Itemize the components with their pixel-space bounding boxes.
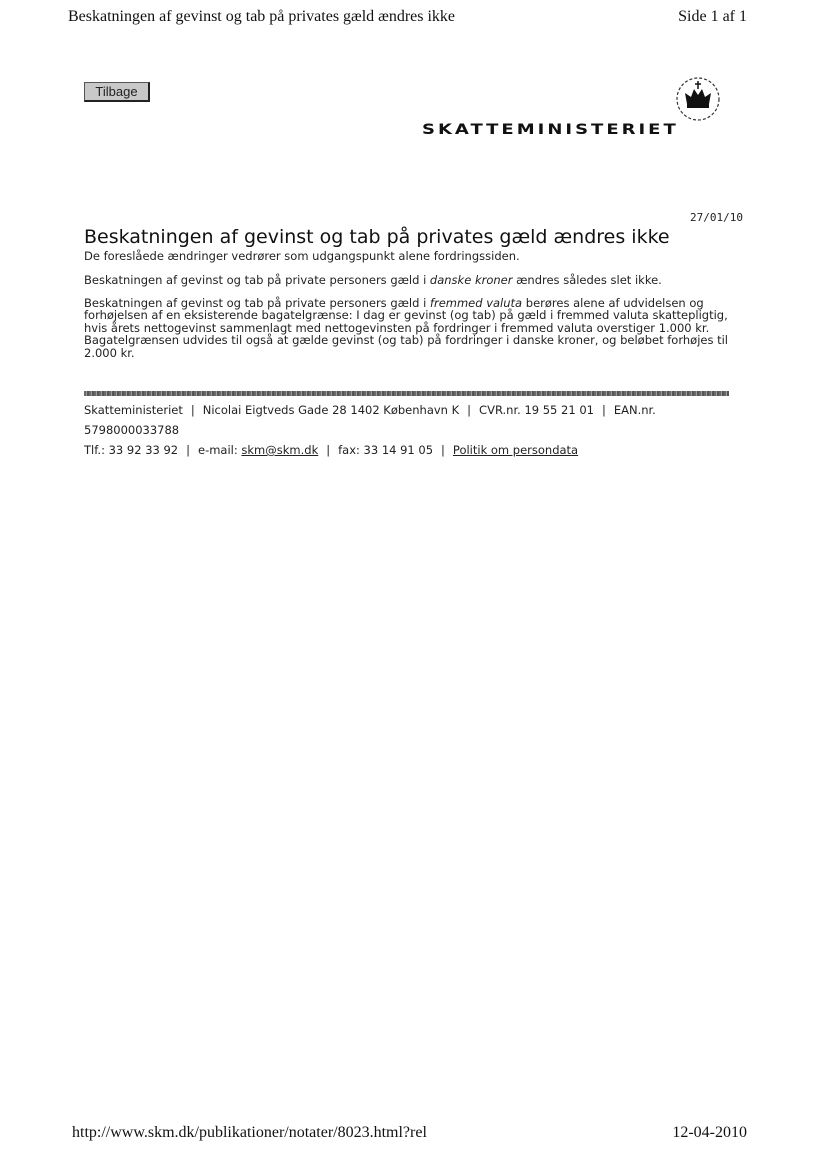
footer-cvr: CVR.nr. 19 55 21 01	[479, 403, 594, 417]
print-footer-date: 12-04-2010	[672, 1124, 747, 1141]
print-page-number: Side 1 af 1	[678, 8, 747, 25]
article-date: 27/01/10	[690, 211, 743, 224]
site-footer	[84, 400, 734, 460]
footer-separator: |	[467, 403, 472, 417]
footer-line-3	[84, 440, 734, 460]
footer-email-label: e-mail:	[198, 443, 238, 457]
footer-phone: Tlf.: 33 92 33 92	[84, 443, 179, 457]
footer-email-link[interactable]: skm@skm.dk	[241, 443, 319, 457]
privacy-policy-link[interactable]: Politik om persondata	[452, 443, 579, 457]
footer-separator: |	[190, 403, 195, 417]
paragraph-danske-kroner	[84, 274, 734, 287]
footer-separator: |	[441, 443, 445, 457]
paragraph-text: Beskatningen af gevinst og tab på private personers gæld i	[84, 273, 430, 287]
footer-ean-value: 5798000033788	[84, 423, 180, 437]
ministry-logo: SKATTEMINISTERIET	[422, 121, 679, 138]
back-button[interactable]: Tilbage	[84, 82, 150, 102]
article-title: Beskatningen af gevinst og tab på privates gæld ændres ikke	[84, 226, 670, 248]
footer-divider	[84, 391, 729, 396]
print-footer-url: http://www.skm.dk/publikationer/notater/8023.html?rel	[72, 1124, 427, 1141]
paragraph-text: berøres alene af udvidelsen og forhøjelsen af en eksisterende bagatelgrænse: I dag er gevinst (og tab) på gæld i fremmed valuta skattepligtig, hvis årets nettogevinst sammenlagt med nettogevinsten på fordringer i fremmed valuta overstiger 1.000 kr. Bagatelgrænsen udvides til også at gælde gevinst (og tab) på fordringer i danske kroner, og beløbet forhøjes til 2.000 kr.	[84, 295, 729, 360]
article-subtitle: De foreslåede ændringer vedrører som udgangspunkt alene fordringssiden.	[84, 249, 520, 263]
article-content	[84, 225, 734, 369]
footer-separator: |	[326, 443, 331, 457]
crown-crest-icon	[670, 72, 726, 124]
paragraph-fremmed-valuta	[84, 297, 734, 360]
paragraph-text: Beskatningen af gevinst og tab på private personers gæld i	[84, 295, 430, 310]
paragraph-text: ændres således slet ikke.	[512, 273, 662, 287]
print-header-title: Beskatningen af gevinst og tab på privates gæld ændres ikke	[68, 8, 456, 25]
footer-address: Nicolai Eigtveds Gade 28 1402 København K	[202, 403, 460, 417]
footer-ean-label: EAN.nr.	[613, 403, 656, 417]
footer-fax: fax: 33 14 91 05	[338, 443, 434, 457]
footer-separator: |	[601, 403, 606, 417]
footer-separator: |	[186, 443, 190, 457]
footer-line-1	[84, 400, 734, 420]
footer-org: Skatteministeriet	[84, 403, 183, 417]
paragraph-emphasis: fremmed valuta	[429, 295, 523, 310]
paragraph-emphasis: danske kroner	[429, 273, 513, 287]
